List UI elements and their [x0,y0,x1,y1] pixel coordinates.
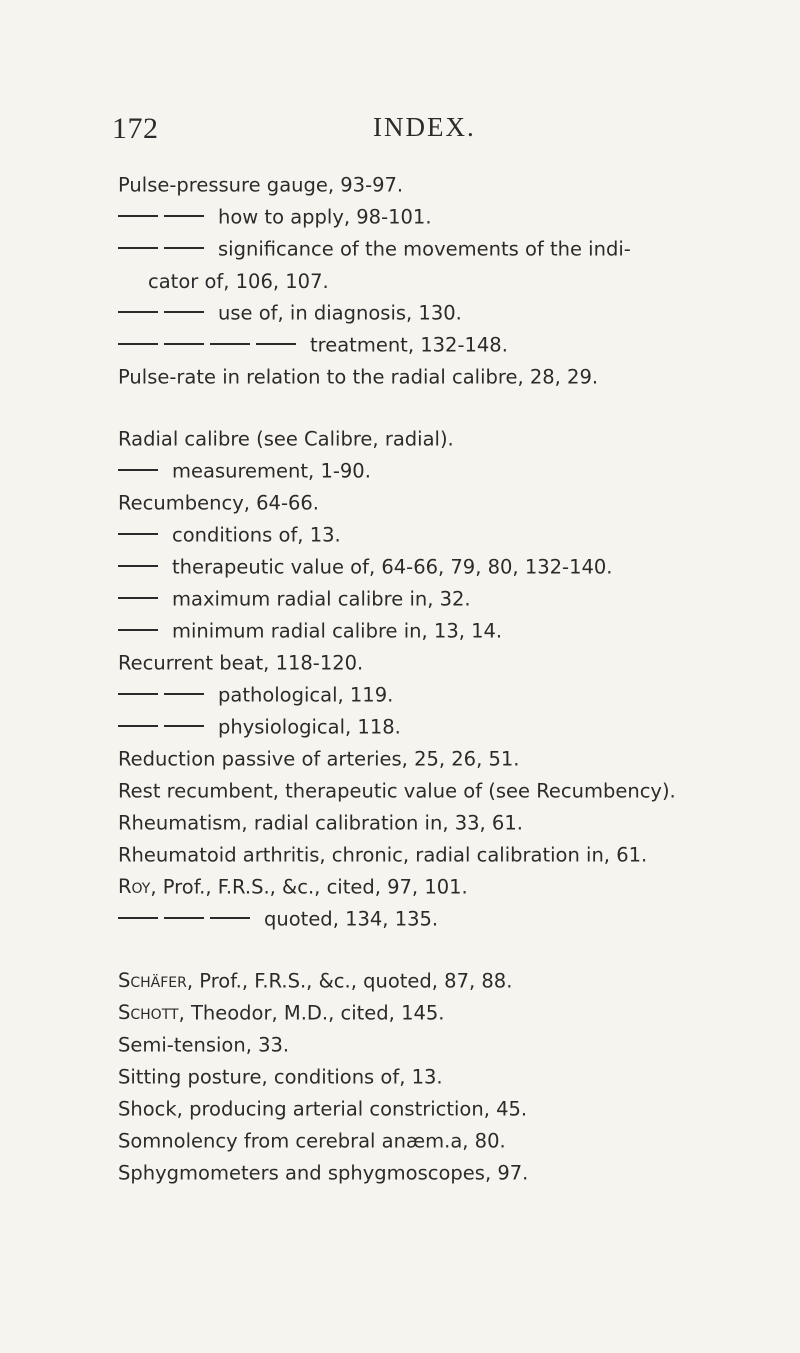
index-entry [118,679,798,711]
index-entry [118,965,798,997]
index-entry [118,871,798,903]
ditto-dashes [118,616,164,648]
group-gap [118,935,798,965]
index-entry [118,297,798,329]
entry-text: Rheumatoid arthritis, chronic, radial calibration in, 61. [118,843,648,867]
ditto-dash [118,343,158,344]
entry-text: , Prof., F.R.S., &c., cited, 97, 101. [150,875,468,899]
running-head [0,112,800,148]
entry-text: Reduction passive of arteries, 25, 26, 51. [118,747,520,771]
entry-text: , Prof., F.R.S., &c., quoted, 87, 88. [186,969,513,993]
entry-text: Rest recumbent, therapeutic value of (see Recumbency). [118,779,676,803]
index-group [118,965,798,1189]
index-group [118,169,798,393]
entry-text: how to apply, 98-101. [218,205,432,229]
entry-text: Pulse-pressure gauge, 93-97. [118,173,404,197]
group-gap [118,393,798,423]
index-entry [118,551,798,583]
index-entry [118,1157,798,1189]
ditto-dash [118,469,158,470]
entry-text: pathological, 119. [218,683,394,707]
entry-text: Shock, producing arterial constriction, 45. [118,1097,528,1121]
index-entry [118,1029,798,1061]
index-entry [118,997,798,1029]
index-entry [118,423,798,455]
entry-text: Sphygmometers and sphygmoscopes, 97. [118,1161,529,1185]
ditto-dashes [118,904,256,936]
index-entry [118,487,798,519]
ditto-dash [118,597,158,598]
index-entry [118,743,798,775]
index-entry [118,519,798,551]
index-entry [118,903,798,935]
page-number: 172 [112,112,159,145]
index-entry [118,615,798,647]
index-entry [118,455,798,487]
entry-text: use of, in diagnosis, 130. [218,301,462,325]
entry-text: Radial calibre (see Calibre, radial). [118,427,454,451]
index-entry [118,1061,798,1093]
ditto-dash [118,565,158,566]
entry-text: , Theodor, M.D., cited, 145. [178,1001,445,1025]
entry-text: conditions of, 13. [172,523,341,547]
entry-text: Semi-tension, 33. [118,1033,290,1057]
entry-text: Sitting posture, conditions of, 13. [118,1065,443,1089]
ditto-dashes [118,712,210,744]
ditto-dash [118,247,158,248]
index-entry [118,1125,798,1157]
ditto-dashes [118,330,302,362]
entry-text: Pulse-rate in relation to the radial calibre, 28, 29. [118,365,599,389]
index-entry [118,711,798,743]
index-entry [118,201,798,233]
ditto-dash [118,629,158,630]
ditto-dash [118,917,158,918]
ditto-dashes [118,202,210,234]
ditto-dash [118,311,158,312]
ditto-dash [164,917,204,918]
ditto-dash [118,533,158,534]
ditto-dash [118,725,158,726]
entry-text: Rheumatism, radial calibration in, 33, 61. [118,811,523,835]
index-group [118,423,798,935]
entry-name-smallcaps: Schott [118,1001,179,1024]
ditto-dash [256,343,296,344]
entry-text: physiological, 118. [218,715,401,739]
entry-continuation: cator of, 106, 107. [148,269,329,293]
entry-text: Recurrent beat, 118-120. [118,651,364,675]
entry-text: Recumbency, 64-66. [118,491,319,515]
index-entry [118,233,798,297]
entry-text: measurement, 1-90. [172,459,371,483]
ditto-dash [164,311,204,312]
ditto-dashes [118,680,210,712]
ditto-dashes [118,552,164,584]
ditto-dash [118,693,158,694]
entry-text: minimum radial calibre in, 13, 14. [172,619,503,643]
index-entry [118,775,798,807]
ditto-dash [118,215,158,216]
ditto-dashes [118,456,164,488]
index-entry [118,807,798,839]
ditto-dash [164,725,204,726]
entry-name-smallcaps: Schäfer [118,969,187,992]
ditto-dash [210,917,250,918]
ditto-dashes [118,234,210,266]
index-entry [118,839,798,871]
ditto-dashes [118,298,210,330]
ditto-dash [164,693,204,694]
ditto-dash [210,343,250,344]
entry-name-smallcaps: Roy [118,875,151,898]
entry-text: quoted, 134, 135. [264,907,439,931]
ditto-dash [164,343,204,344]
ditto-dash [164,247,204,248]
index-entry [118,329,798,361]
index-entry [118,361,798,393]
running-title: INDEX. [373,112,476,142]
entry-text: significance of the movements of the indi- [218,237,631,261]
ditto-dashes [118,520,164,552]
index-entry [118,1093,798,1125]
entry-text: maximum radial calibre in, 32. [172,587,471,611]
entry-text: therapeutic value of, 64-66, 79, 80, 132-140. [172,555,613,579]
index-entry [118,647,798,679]
ditto-dashes [118,584,164,616]
index-body [118,169,798,1189]
entry-text: treatment, 132-148. [310,333,508,357]
index-entry [118,583,798,615]
index-entry [118,169,798,201]
entry-text: Somnolency from cerebral anæm.a, 80. [118,1129,506,1153]
ditto-dash [164,215,204,216]
